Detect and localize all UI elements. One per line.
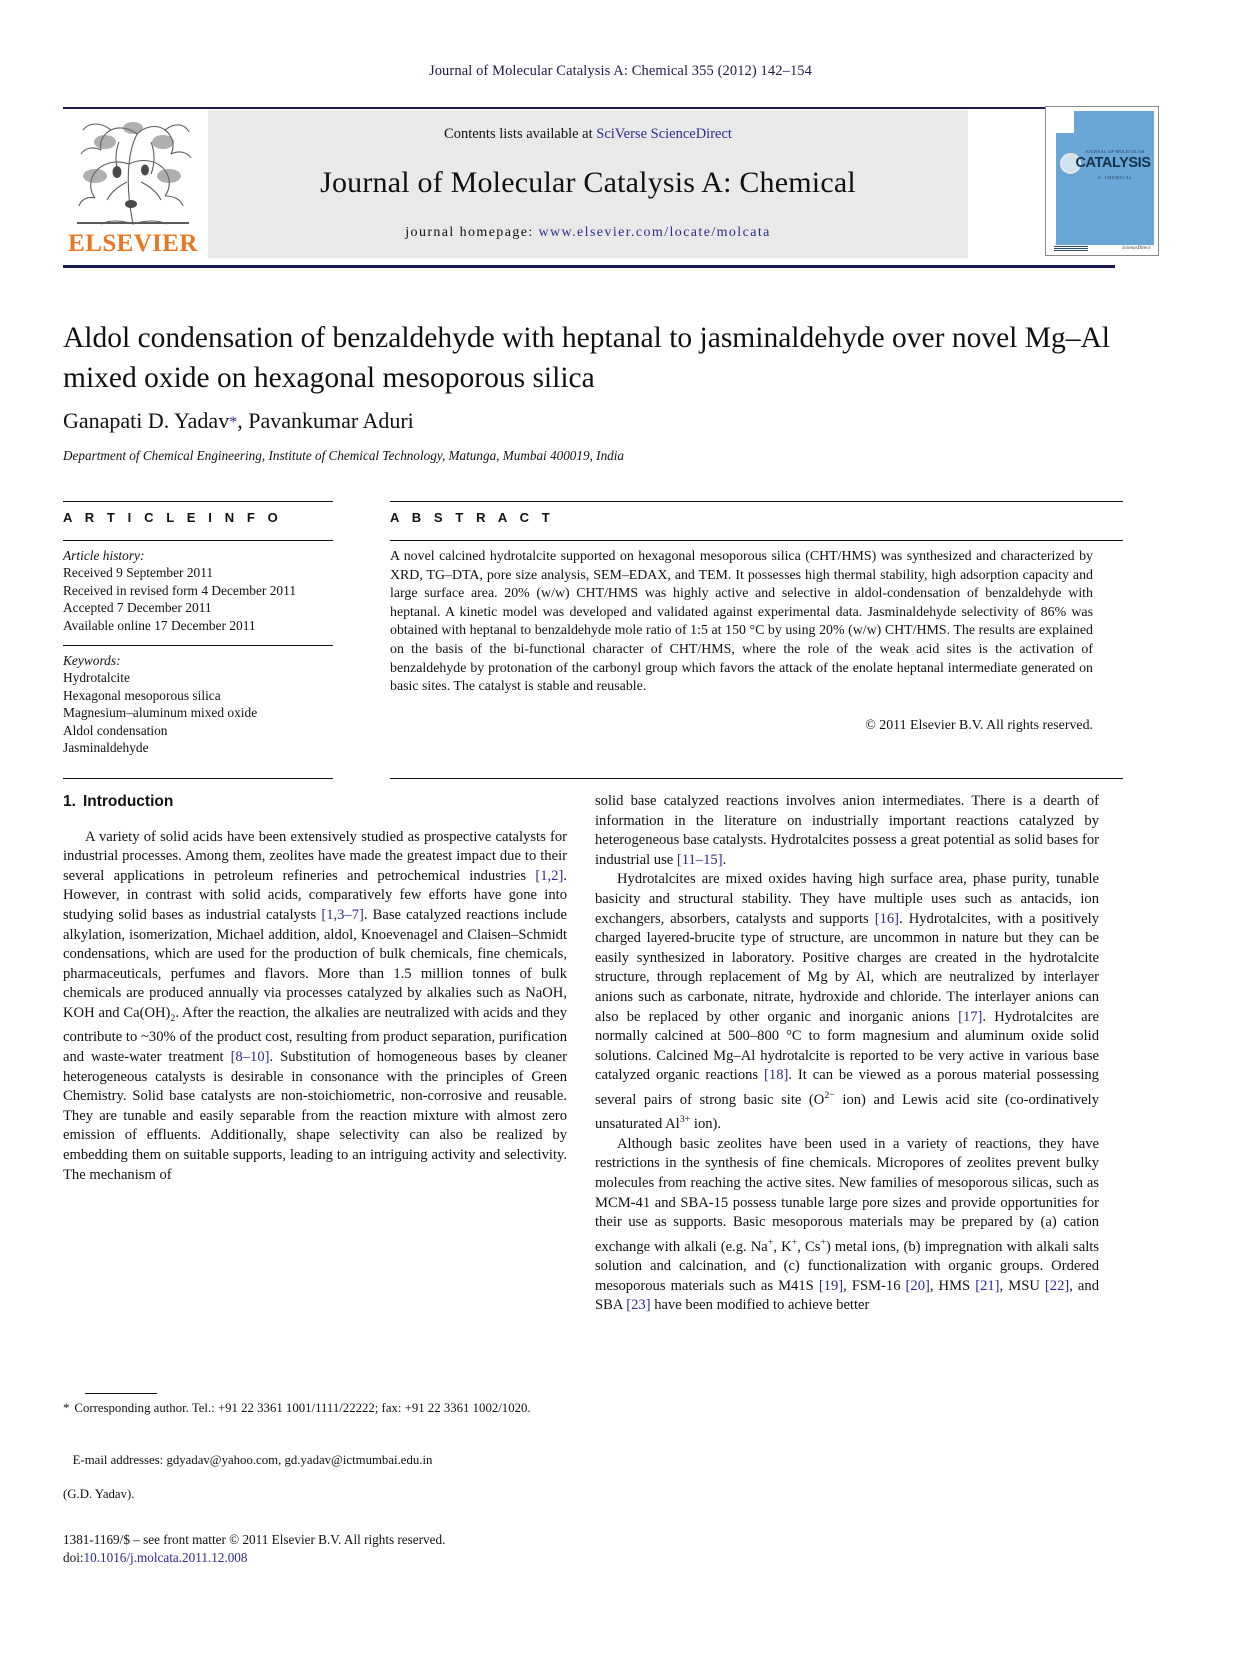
cover-kicker: JOURNAL OF MOLECULAR xyxy=(1085,149,1145,154)
affiliation: Department of Chemical Engineering, Institute of Chemical Technology, Matunga, Mumbai 400019, India xyxy=(63,448,625,463)
sciencedirect-link[interactable]: SciVerse ScienceDirect xyxy=(596,126,732,142)
running-head: Journal of Molecular Catalysis A: Chemical 355 (2012) 142–154 xyxy=(428,63,813,79)
homepage-url[interactable]: www.elsevier.com/locate/molcata xyxy=(538,225,771,240)
abstract-bottom-rule xyxy=(390,778,1123,779)
section-title: Introduction xyxy=(82,793,174,810)
article-history xyxy=(63,547,363,634)
corresponding-author-marker[interactable]: * xyxy=(229,414,238,431)
abstract-text: A novel calcined hydrotalcite supported on hexagonal mesoporous silica (CHT/HMS) was synthesized and characterized by XRD, TG–DTA, pore size analysis, SEM–EDAX, and TEM. It possesses high thermal stability, high adsorption capacity and large surface area. 20% (w/w) CHT/HMS was highly active and selective in aldol-condensation of benzaldehyde with heptanal. A kinetic model was developed and validated against experimental data. Jasminaldehyde selectivity of 86% was obtained with heptanal to benzaldehyde mole ratio of 1:5 at 150 °C by using 20% (w/w) CHT/HMS. The results are explained on the basis of the bi-functional character of CHT/HMS, where the role of the weak acid sites is the activation of benzaldehyde by protonation of the carbonyl group which favors the attack of the enolate heptanal intermediate generated on basic sites. The catalyst is stable and reusable. xyxy=(390,549,1093,695)
keyword-item: Aldol condensation xyxy=(63,722,168,738)
doi-link[interactable]: 10.1016/j.molcata.2011.12.008 xyxy=(83,1550,248,1565)
article-title: Aldol condensation of benzaldehyde with heptanal to jasminaldehyde over novel Mg–Al mixed oxide on hexagonal mesoporous silica xyxy=(63,322,1110,394)
elsevier-logo xyxy=(63,110,203,262)
abstract-top-rule xyxy=(390,501,1123,502)
author-primary: Ganapati D. Yadav xyxy=(63,408,230,433)
paragraph: A variety of solid acids have been extensively studied as prospective catalysts for industrial processes. Among them, zeolites have made the greatest impact due to their several applications in petroleum refineries and petrochemical industries [1,2]. However, in contrast with solid acids, comparatively few efforts have gone into studying solid bases as industrial catalysts [1,3–7]. Base catalyzed reactions include alkylation, isomerization, Michael addition, aldol, Knoevenagel and Claisen–Schmidt condensations, which are used for the production of bulk chemicals, fine chemicals, pharmaceuticals, perfumes and flavors. More than 1.5 million tonnes of bulk chemicals are produced annually via processes catalyzed by alkalies such as NaOH, KOH and $Ca(OH)_2$. After the reaction, the alkalies are neutralized with acids and they contribute to ~30% of the product cost, resulting from product separation, purification and waste-water treatment [8–10]. Substitution of homogeneous bases by cleaner heterogeneous catalysts is desirable in consonance with the principles of Green Chemistry. Solid base catalysts are non-stoichiometric, non-corrosive and reusable. They are tunable and easily separable from the reaction mixture with almost zero emission of effluents. Additionally, shape selectivity can also be realized by embedding them on suitable supports, leading to an intriguing activity and selectivity. The mechanism of xyxy=(63,828,567,1183)
keyword-item: Magnesium–aluminum mixed oxide xyxy=(63,705,258,721)
journal-homepage-line xyxy=(208,225,968,241)
citation-link[interactable]: [20] xyxy=(905,1277,930,1294)
cover-corner-block xyxy=(1056,111,1074,133)
keywords-block xyxy=(63,652,363,756)
keywords-divider-rule xyxy=(63,645,333,646)
citation-link[interactable]: [8–10] xyxy=(230,1049,270,1066)
elsevier-tree-icon xyxy=(71,112,195,230)
journal-cover-thumbnail[interactable] xyxy=(1045,106,1159,256)
footnote-marker: * xyxy=(63,1401,70,1415)
citation-link[interactable]: [1,3–7] xyxy=(321,906,364,923)
email-link-secondary[interactable]: gd.yadav@ictmumbai.edu.in xyxy=(284,1453,433,1467)
citation-link[interactable]: [17] xyxy=(958,1008,983,1025)
contents-line xyxy=(208,126,968,143)
cover-title: CATALYSIS xyxy=(1075,155,1151,171)
keyword-item: Jasminaldehyde xyxy=(63,740,149,756)
paragraph: Hydrotalcites are mixed oxides having high surface area, phase purity, tunable basicity and structural stability. They have multiple uses such as antacids, ion exchangers, absorbers, catalysts and supports [16]. Hydrotalcites, with a positively charged layered-brucite type of structure, are uncommon in nature but they can be easily synthesized in laboratory. Positive charges are created in the hydrotalcite structure, through replacement of Mg by Al, which are neutralized by interlayer anions such as carbonate, nitrate, hydroxide and chloride. The interlayer anions can also be replaced by other organic and inorganic anions [17]. Hydrotalcites are normally calcined at 500–800 °C to form magnesium and aluminum oxide solid solutions. Calcined Mg–Al hydrotalcite is reported to be very active in various base catalyzed organic reactions [18]. It can be viewed as a porous material possessing several pairs of strong basic site ($O^{2-}$ ion) and Lewis acid site (co-ordinatively unsaturated $Al^{3+}$ ion). xyxy=(595,871,1100,1133)
header-top-rule xyxy=(63,107,1115,109)
footnote-text: Corresponding author. Tel.: +91 22 3361 1001/1111/22222; fax: +91 22 3361 1002/1020. xyxy=(74,1401,531,1415)
info-bottom-rule xyxy=(63,778,333,779)
cover-subtitle: A: CHEMICAL xyxy=(1097,175,1133,180)
cover-publisher-mark: ScienceDirect xyxy=(1122,246,1150,251)
contents-prefix: Contents lists available at xyxy=(444,126,597,142)
body-column-left xyxy=(63,792,567,1185)
keywords-label: Keywords: xyxy=(63,653,121,668)
author-list xyxy=(63,408,1123,434)
abstract-heading: A B S T R A C T xyxy=(390,510,555,525)
abstract-copyright: © 2011 Elsevier B.V. All rights reserved. xyxy=(865,718,1093,733)
journal-header xyxy=(63,110,1151,262)
author-secondary: , Pavankumar Aduri xyxy=(237,408,414,433)
page-footer xyxy=(63,1531,583,1567)
citation-link[interactable]: [11–15] xyxy=(676,851,723,868)
email-label: E-mail addresses: xyxy=(72,1453,164,1467)
keyword-item: Hydrotalcite xyxy=(63,670,130,686)
article-info-heading: A R T I C L E I N F O xyxy=(63,510,283,525)
citation-link[interactable]: [1,2] xyxy=(535,867,564,884)
section-number: 1. xyxy=(63,793,76,810)
citation-link[interactable]: [22] xyxy=(1044,1277,1070,1294)
footnote-rule xyxy=(85,1393,157,1394)
info-head-rule xyxy=(63,540,333,541)
history-item: Accepted 7 December 2011 xyxy=(63,600,212,616)
cover-footer xyxy=(1054,237,1150,251)
history-item: Received 9 September 2011 xyxy=(63,565,214,581)
doi-label: doi: xyxy=(63,1550,84,1565)
cover-barcode xyxy=(1054,246,1088,251)
citation-link[interactable]: [21] xyxy=(975,1277,1000,1294)
header-bottom-rule xyxy=(63,265,1115,268)
citation-link[interactable]: [16] xyxy=(874,910,900,927)
keyword-item: Hexagonal mesoporous silica xyxy=(63,687,221,703)
paragraph: Although basic zeolites have been used in a variety of reactions, they have restrictions in the synthesis of fine chemicals. Micropores of zeolites prevent bulky molecules from reaching the active sites. New families of mesoporous silicas, such as MCM-41 and SBA-15 possess tunable large pore sizes and provide opportunities for their use as supports. Basic mesoporous materials may be prepared by (a) cation exchange with alkali (e.g. Na+, K+, Cs+) metal ions, (b) impregnation with alkali salts solution and calcination, and (c) functionalization with organic groups. Ordered mesoporous materials such as M41S [19], FSM-16 [20], HMS [21], MSU [22], and SBA [23] have been modified to achieve better xyxy=(595,1135,1099,1314)
citation-link[interactable]: [18] xyxy=(764,1067,789,1084)
info-top-rule xyxy=(63,501,333,502)
journal-title: Journal of Molecular Catalysis A: Chemical xyxy=(320,166,856,199)
body-column-right xyxy=(595,792,1099,1316)
section-heading-introduction xyxy=(63,792,567,812)
abstract-head-rule xyxy=(390,540,1123,541)
homepage-label: journal homepage: xyxy=(405,225,539,240)
citation-link[interactable]: [19] xyxy=(818,1277,844,1294)
email-link-primary[interactable]: gdyadav@yahoo.com xyxy=(166,1453,279,1467)
history-item: Received in revised form 4 December 2011 xyxy=(63,582,297,598)
history-item: Available online 17 December 2011 xyxy=(63,617,256,633)
footnote-corresponding-author xyxy=(63,1400,567,1417)
article-history-label: Article history: xyxy=(63,548,145,563)
paragraph: solid base catalyzed reactions involves anion intermediates. There is a dearth of information in the literature on industrially important reactions catalyzed by heterogeneous base catalysts. Hydrotalcites possess a great potential as solid bases for industrial use [11–15]. xyxy=(595,793,1099,868)
doi-line xyxy=(63,1549,583,1567)
footnote-emails: E-mail addresses: gdyadav@yahoo.com, gd.yadav@ictmumbai.edu.in xyxy=(72,1453,433,1467)
footnote-email-owner: (G.D. Yadav). xyxy=(63,1487,135,1501)
issn-line: 1381-1169/$ – see front matter © 2011 Elsevier B.V. All rights reserved. xyxy=(63,1532,446,1547)
elsevier-wordmark: ELSEVIER xyxy=(68,230,198,257)
citation-link[interactable]: [23] xyxy=(626,1297,651,1314)
